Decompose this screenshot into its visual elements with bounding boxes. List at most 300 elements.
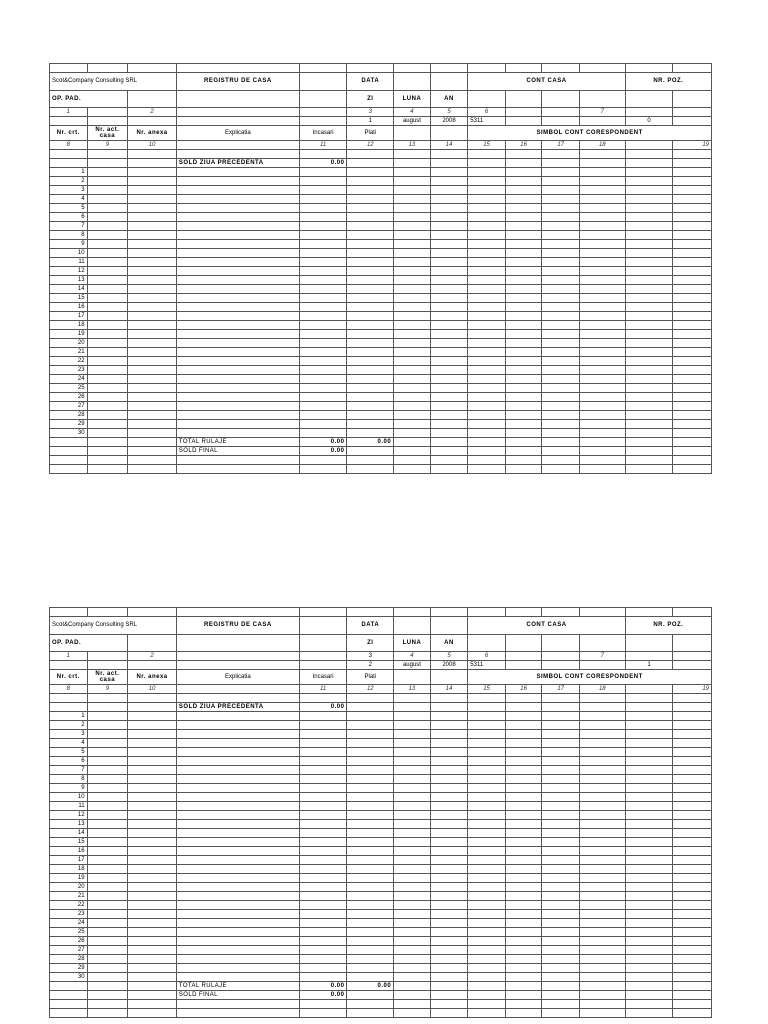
table-cell: [87, 608, 128, 617]
incasari-header: Incasari: [299, 670, 347, 685]
table-cell: [468, 249, 506, 258]
table-cell: [468, 892, 506, 901]
table-cell: [128, 222, 177, 231]
company-name: Scot&Company Consulting SRL: [50, 617, 177, 635]
table-cell: [87, 703, 128, 712]
table-row: [50, 1009, 712, 1018]
table-cell: [87, 928, 128, 937]
table-cell: [505, 1000, 542, 1009]
table-cell: [505, 168, 542, 177]
table-row: [50, 186, 712, 195]
table-cell: [505, 213, 542, 222]
table-cell: [430, 910, 468, 919]
table-row: [50, 766, 712, 775]
table-cell: [625, 730, 673, 739]
table-cell: [347, 775, 394, 784]
table-cell: [625, 312, 673, 321]
row-number: 28: [50, 411, 88, 420]
row-number: 26: [50, 393, 88, 402]
table-cell: [347, 321, 394, 330]
table-cell: [579, 757, 625, 766]
table-cell: [176, 150, 299, 159]
table-cell: [347, 874, 394, 883]
table-cell: [625, 357, 673, 366]
table-cell: [394, 159, 431, 168]
table-cell: [50, 64, 88, 73]
table-cell: [430, 608, 468, 617]
table-cell: [468, 330, 506, 339]
table-row: [50, 465, 712, 474]
table-cell: [673, 784, 712, 793]
table-cell: [87, 973, 128, 982]
table-cell: [128, 608, 177, 617]
table-cell: [625, 721, 673, 730]
table-cell: [394, 168, 431, 177]
table-cell: [673, 465, 712, 474]
table-cell: [542, 874, 580, 883]
row-number: 10: [50, 249, 88, 258]
table-cell: [50, 982, 88, 991]
row-number: 8: [50, 231, 88, 240]
table-cell: [505, 865, 542, 874]
table-cell: [625, 438, 673, 447]
table-cell: [505, 150, 542, 159]
table-cell: [394, 64, 431, 73]
table-cell: [468, 393, 506, 402]
table-cell: [87, 213, 128, 222]
table-cell: [673, 712, 712, 721]
table-cell: [394, 757, 431, 766]
row-number: 12: [50, 811, 88, 820]
cont-value: 5311: [468, 661, 506, 670]
table-row: [50, 802, 712, 811]
table-cell: [625, 168, 673, 177]
table-cell: [430, 330, 468, 339]
table-cell: [673, 838, 712, 847]
explicatia-header: Explicatia: [176, 670, 299, 685]
table-cell: [347, 276, 394, 285]
table-cell: [673, 991, 712, 1000]
table-cell: [505, 357, 542, 366]
table-cell: [468, 766, 506, 775]
table-row: [50, 393, 712, 402]
table-cell: [579, 276, 625, 285]
an-value: 2008: [430, 117, 468, 126]
table-cell: [299, 267, 347, 276]
table-cell: [176, 91, 299, 108]
table-cell: [394, 249, 431, 258]
table-cell: [579, 117, 625, 126]
table-cell: [176, 712, 299, 721]
table-cell: [176, 357, 299, 366]
table-cell: [87, 303, 128, 312]
table-cell: [673, 847, 712, 856]
table-cell: [128, 384, 177, 393]
table-cell: [542, 1009, 580, 1018]
register-title: REGISTRU DE CASA: [176, 617, 299, 635]
table-cell: [394, 411, 431, 420]
table-cell: [579, 712, 625, 721]
table-cell: [625, 240, 673, 249]
table-cell: [394, 703, 431, 712]
table-row: [50, 177, 712, 186]
table-cell: [87, 829, 128, 838]
table-cell: [128, 456, 177, 465]
table-cell: [394, 730, 431, 739]
table-cell: [625, 784, 673, 793]
table-cell: [673, 775, 712, 784]
cont-casa-label: CONT CASA: [468, 617, 625, 635]
row-number: 27: [50, 946, 88, 955]
table-cell: [625, 793, 673, 802]
table-cell: [128, 186, 177, 195]
table-cell: [468, 159, 506, 168]
table-cell: [468, 748, 506, 757]
table-cell: [87, 204, 128, 213]
table-cell: [87, 775, 128, 784]
table-cell: [625, 757, 673, 766]
table-cell: [128, 312, 177, 321]
table-cell: [430, 703, 468, 712]
cash-register-sheet-2: [49, 607, 712, 1018]
table-cell: [128, 285, 177, 294]
table-cell: [468, 847, 506, 856]
table-cell: [579, 739, 625, 748]
table-cell: [625, 883, 673, 892]
table-cell: [625, 411, 673, 420]
table-cell: [505, 312, 542, 321]
table-row: [50, 694, 712, 703]
table-cell: [176, 429, 299, 438]
table-cell: [87, 964, 128, 973]
table-cell: [673, 429, 712, 438]
table-cell: [625, 429, 673, 438]
table-cell: [673, 892, 712, 901]
nr-crt-header: Nr. crt.: [50, 126, 88, 141]
table-cell: [394, 258, 431, 267]
table-cell: [579, 267, 625, 276]
row-number: 5: [50, 748, 88, 757]
table-row: [50, 366, 712, 375]
table-cell: [87, 652, 128, 661]
table-cell: [468, 793, 506, 802]
table-cell: [347, 892, 394, 901]
table-cell: [87, 847, 128, 856]
date-value-row: [50, 117, 712, 126]
table-row: [50, 312, 712, 321]
simbol-cont-header: SIMBOL CONT CORESPONDENT: [468, 126, 712, 141]
table-cell: [299, 635, 347, 652]
table-cell: [299, 231, 347, 240]
table-cell: [394, 865, 431, 874]
table-cell: [394, 204, 431, 213]
row-number: 6: [50, 213, 88, 222]
table-cell: [505, 694, 542, 703]
table-row: [50, 375, 712, 384]
table-cell: [50, 1000, 88, 1009]
table-cell: [176, 258, 299, 267]
table-cell: [128, 829, 177, 838]
table-cell: [176, 420, 299, 429]
table-cell: [673, 348, 712, 357]
table-cell: [542, 739, 580, 748]
table-cell: [430, 766, 468, 775]
table-cell: [505, 195, 542, 204]
table-cell: [673, 901, 712, 910]
column-index: 14: [430, 685, 468, 694]
table-row: [50, 303, 712, 312]
table-row: [50, 775, 712, 784]
table-cell: [128, 402, 177, 411]
table-cell: [468, 177, 506, 186]
table-cell: [87, 276, 128, 285]
row-number: 20: [50, 883, 88, 892]
table-cell: [542, 1000, 580, 1009]
table-cell: [468, 447, 506, 456]
table-cell: [87, 883, 128, 892]
table-cell: [430, 375, 468, 384]
table-cell: [87, 874, 128, 883]
previous-balance-value: 0.00: [299, 703, 347, 712]
table-row: [50, 1000, 712, 1009]
row-number: 15: [50, 294, 88, 303]
table-row: [50, 276, 712, 285]
table-cell: [176, 865, 299, 874]
table-cell: [347, 955, 394, 964]
table-cell: [579, 946, 625, 955]
table-cell: [542, 928, 580, 937]
column-index: 15: [468, 685, 506, 694]
table-cell: [347, 357, 394, 366]
table-cell: [505, 775, 542, 784]
table-cell: [579, 874, 625, 883]
table-cell: [347, 811, 394, 820]
table-cell: [505, 784, 542, 793]
table-cell: [176, 1009, 299, 1018]
table-cell: [87, 339, 128, 348]
table-cell: [542, 231, 580, 240]
plati-header: Plati: [347, 126, 394, 141]
table-cell: [579, 982, 625, 991]
table-cell: [299, 303, 347, 312]
table-cell: [347, 973, 394, 982]
table-cell: [176, 330, 299, 339]
table-cell: [128, 204, 177, 213]
table-cell: [176, 635, 299, 652]
table-cell: [128, 928, 177, 937]
table-cell: [299, 652, 347, 661]
index-row: [50, 652, 712, 661]
table-cell: [347, 213, 394, 222]
table-cell: [625, 811, 673, 820]
table-cell: [394, 393, 431, 402]
table-row: [50, 231, 712, 240]
table-cell: [625, 991, 673, 1000]
table-cell: [579, 420, 625, 429]
table-cell: [542, 108, 580, 117]
table-cell: [394, 438, 431, 447]
table-cell: [625, 141, 673, 150]
table-cell: [579, 168, 625, 177]
table-cell: [299, 357, 347, 366]
table-cell: [430, 901, 468, 910]
table-cell: [394, 928, 431, 937]
table-cell: [128, 739, 177, 748]
table-cell: [505, 910, 542, 919]
table-row: [50, 838, 712, 847]
column-index: 10: [128, 685, 177, 694]
table-cell: [579, 384, 625, 393]
table-cell: [505, 820, 542, 829]
nr-poz-value: 0: [625, 117, 673, 126]
table-cell: [673, 276, 712, 285]
table-cell: [505, 348, 542, 357]
table-cell: [505, 712, 542, 721]
table-cell: [176, 276, 299, 285]
table-cell: [579, 150, 625, 159]
column-index: 5: [430, 108, 468, 117]
table-cell: [299, 748, 347, 757]
table-cell: [299, 802, 347, 811]
table-cell: [468, 982, 506, 991]
table-cell: [394, 982, 431, 991]
table-cell: [176, 195, 299, 204]
table-cell: [176, 820, 299, 829]
column-index: 6: [468, 108, 506, 117]
table-cell: [542, 919, 580, 928]
table-cell: [394, 670, 431, 685]
table-cell: [299, 213, 347, 222]
table-cell: [579, 258, 625, 267]
table-cell: [579, 447, 625, 456]
table-cell: [128, 937, 177, 946]
table-cell: [542, 892, 580, 901]
total-incasari-value: 0.00: [299, 982, 347, 991]
table-row: [50, 384, 712, 393]
table-cell: [394, 608, 431, 617]
table-cell: [579, 159, 625, 168]
table-cell: [347, 865, 394, 874]
table-cell: [394, 213, 431, 222]
table-cell: [50, 608, 88, 617]
table-cell: [430, 721, 468, 730]
table-cell: [176, 811, 299, 820]
table-cell: [468, 150, 506, 159]
table-cell: [505, 177, 542, 186]
table-cell: [505, 652, 542, 661]
table-cell: [394, 973, 431, 982]
table-cell: [673, 652, 712, 661]
table-cell: [505, 955, 542, 964]
table-cell: [299, 285, 347, 294]
table-cell: [87, 366, 128, 375]
table-cell: [299, 712, 347, 721]
table-cell: [505, 117, 542, 126]
table-cell: [579, 366, 625, 375]
total-rulaje-label: TOTAL RULAJE: [176, 982, 299, 991]
table-cell: [87, 748, 128, 757]
table-cell: [128, 411, 177, 420]
table-cell: [430, 222, 468, 231]
table-cell: [579, 937, 625, 946]
table-cell: [505, 901, 542, 910]
table-cell: [468, 240, 506, 249]
table-cell: [347, 1009, 394, 1018]
table-cell: [673, 910, 712, 919]
table-cell: [579, 375, 625, 384]
table-cell: [87, 285, 128, 294]
table-cell: [579, 955, 625, 964]
table-cell: [430, 249, 468, 258]
table-cell: [430, 865, 468, 874]
table-cell: [542, 321, 580, 330]
table-cell: [468, 429, 506, 438]
table-cell: [299, 766, 347, 775]
index-row: [50, 108, 712, 117]
table-cell: [579, 829, 625, 838]
table-cell: [394, 321, 431, 330]
table-cell: [673, 946, 712, 955]
table-cell: [579, 357, 625, 366]
table-cell: [394, 177, 431, 186]
table-cell: [542, 793, 580, 802]
table-cell: [176, 892, 299, 901]
table-cell: [299, 694, 347, 703]
column-index: 7: [579, 652, 625, 661]
table-cell: [299, 955, 347, 964]
table-cell: [128, 366, 177, 375]
table-cell: [430, 829, 468, 838]
table-cell: [430, 186, 468, 195]
table-cell: [542, 964, 580, 973]
table-cell: [505, 186, 542, 195]
table-cell: [347, 910, 394, 919]
table-cell: [468, 608, 506, 617]
register-table: [49, 607, 712, 1018]
table-cell: [176, 366, 299, 375]
table-cell: [347, 919, 394, 928]
row-number: 16: [50, 847, 88, 856]
table-cell: [430, 793, 468, 802]
table-cell: [128, 348, 177, 357]
table-cell: [430, 240, 468, 249]
table-cell: [87, 429, 128, 438]
table-cell: [176, 393, 299, 402]
table-row: [50, 757, 712, 766]
table-cell: [347, 838, 394, 847]
table-cell: [505, 856, 542, 865]
table-cell: [468, 91, 506, 108]
table-cell: [176, 294, 299, 303]
table-cell: [673, 258, 712, 267]
nr-poz-label: NR. POZ.: [625, 73, 711, 91]
table-cell: [430, 982, 468, 991]
table-cell: [542, 901, 580, 910]
column-index: 19: [673, 685, 712, 694]
table-cell: [347, 384, 394, 393]
company-name: Scot&Company Consulting SRL: [50, 73, 177, 91]
table-cell: [430, 739, 468, 748]
table-cell: [673, 222, 712, 231]
table-cell: [299, 973, 347, 982]
table-cell: [128, 991, 177, 1000]
table-cell: [542, 730, 580, 739]
table-cell: [87, 955, 128, 964]
table-cell: [394, 195, 431, 204]
table-cell: [542, 608, 580, 617]
table-cell: [505, 1009, 542, 1018]
table-cell: [87, 312, 128, 321]
